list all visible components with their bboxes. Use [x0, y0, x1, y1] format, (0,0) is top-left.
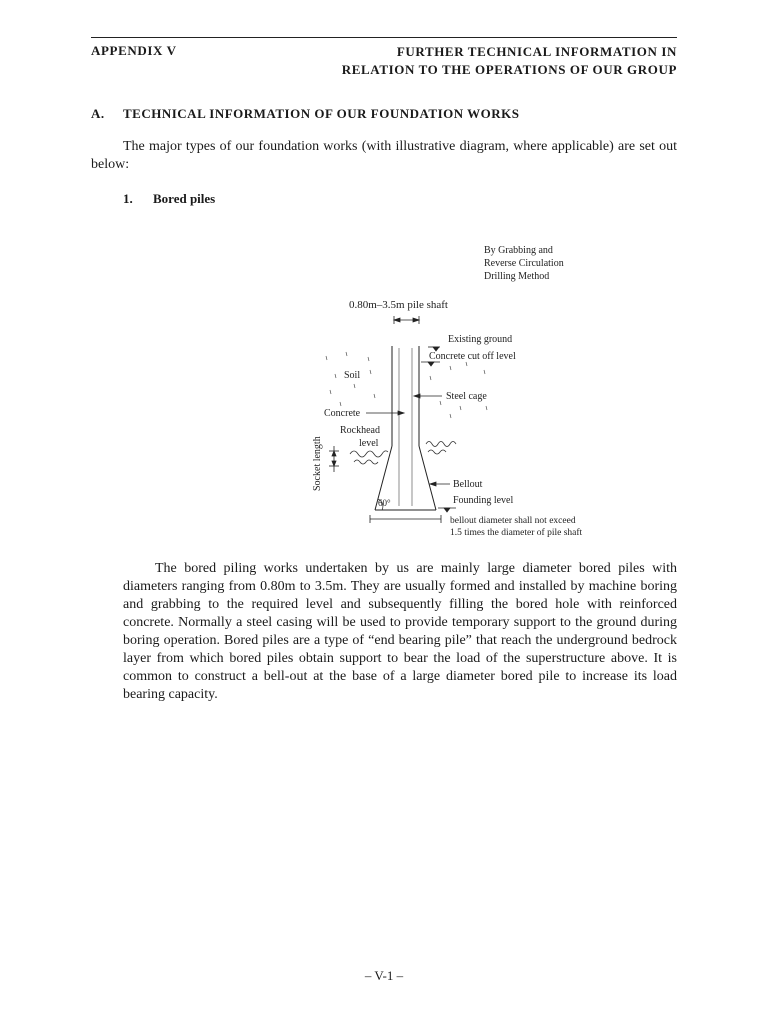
founding-level-label: Founding level — [453, 495, 514, 506]
existing-ground-label: Existing ground — [448, 334, 513, 345]
shaft-diameter-label: 0.80m–3.5m pile shaft — [349, 299, 448, 311]
shaft-dimension-arrow — [394, 316, 419, 324]
section-title: TECHNICAL INFORMATION OF OUR FOUNDATION WORKS — [123, 106, 520, 121]
founding-level-marker — [438, 508, 456, 512]
pile-outline — [375, 346, 436, 510]
header-rule — [91, 37, 677, 38]
steel-cage-lines — [399, 348, 412, 506]
intro-paragraph: The major types of our foundation works (with illustrative diagram, where applicable) are set out below: — [91, 139, 677, 172]
method-label-line-1: By Grabbing and — [484, 245, 553, 256]
cut-off-level-label: Concrete cut off level — [429, 351, 516, 362]
appendix-title-line-2: RELATION TO THE OPERATIONS OF OUR GROUP — [341, 62, 677, 77]
subsection-title: Bored piles — [153, 191, 216, 206]
bellout-diameter-dimension — [370, 515, 441, 523]
cut-off-level-marker — [421, 362, 440, 366]
concrete-arrow — [366, 411, 404, 415]
rockhead-label-line-1: Rockhead — [340, 425, 380, 436]
concrete-label: Concrete — [324, 408, 361, 419]
bored-pile-diagram — [290, 236, 620, 546]
appendix-title — [342, 43, 677, 79]
page-number: – V-1 – — [364, 968, 404, 983]
bellout-note-line-1: bellout diameter shall not exceed — [450, 516, 576, 526]
socket-length-dimension — [329, 446, 339, 472]
steel-cage-arrow — [414, 394, 442, 398]
appendix-title-line-1: FURTHER TECHNICAL INFORMATION IN — [396, 44, 677, 59]
section-number: A. — [91, 106, 105, 121]
soil-label: Soil — [344, 370, 361, 381]
rockhead-label-line-2: level — [359, 438, 379, 449]
subsection-number: 1. — [123, 191, 133, 206]
subsection-heading — [123, 191, 215, 207]
steel-cage-label: Steel cage — [446, 391, 487, 402]
bellout-arrow — [430, 482, 450, 486]
section-heading — [91, 106, 520, 122]
method-label-line-2: Reverse Circulation — [484, 258, 564, 269]
appendix-label: APPENDIX V — [91, 43, 177, 58]
bored-pile-diagram-svg — [290, 236, 620, 546]
method-label-line-3: Drilling Method — [484, 271, 550, 282]
bellout-note-line-2: 1.5 times the diameter of pile shaft — [450, 528, 583, 538]
bellout-angle-label: 60° — [378, 498, 391, 508]
bored-piles-paragraph: The bored piling works undertaken by us are mainly large diameter bored piles with diameters ranging from 0.80m to 3.5m. They are usually formed and installed by machine boring and grabbing to the required level and subsequently filling the bored hole with reinforced concrete. Normally a steel casing will be used to provide temporary support to the ground during boring operation. Bored piles are a type of “end bearing pile” that reach the underground bedrock layer from which bored piles obtain support to bear the load of the superstructure above. It is common to construct a bell-out at the base of a large diameter bored pile to increase its load bearing capacity. — [123, 561, 677, 702]
socket-length-label: Socket length — [312, 436, 323, 491]
bellout-label: Bellout — [453, 479, 483, 490]
